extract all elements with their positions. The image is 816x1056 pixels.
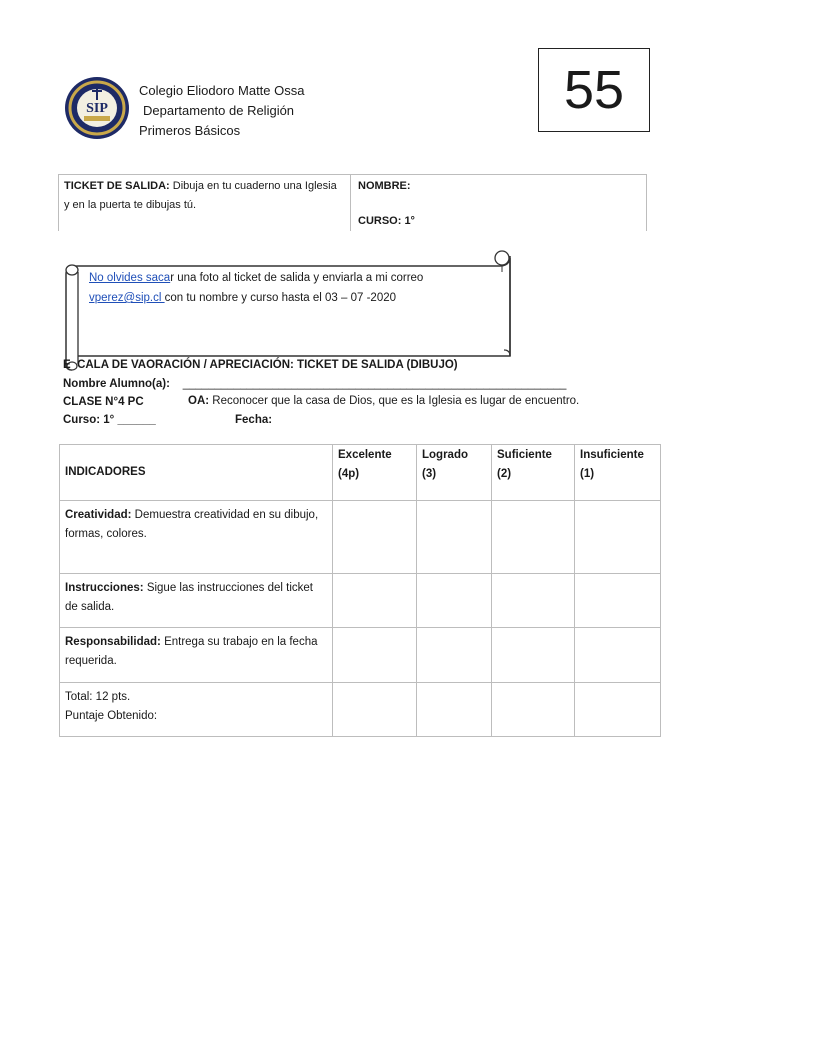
department-name: Departamento de Religión (143, 103, 295, 118)
school-logo (64, 76, 130, 140)
score-cell[interactable] (417, 574, 492, 628)
score-cell[interactable] (492, 628, 575, 683)
score-cell[interactable] (492, 683, 575, 737)
school-name: Colegio Eliodoro Matte Ossa (139, 83, 305, 98)
score-cell[interactable] (492, 574, 575, 628)
score-cell[interactable] (575, 574, 661, 628)
grade-level: Primeros Básicos (139, 123, 241, 138)
total-points: Total: 12 pts. (65, 691, 131, 703)
score-cell[interactable] (575, 683, 661, 737)
scroll-note-shape (62, 246, 516, 374)
level-suficiente: Suficiente (2) (492, 445, 575, 501)
exit-ticket-student-cell (352, 175, 646, 231)
score-cell[interactable] (417, 628, 492, 683)
exit-ticket-instruction-cell (59, 175, 351, 231)
score-cell[interactable] (333, 683, 417, 737)
name-label: NOMBRE: (358, 180, 411, 192)
level-excelente: Excelente (4p) (333, 445, 417, 501)
indicator-instrucciones: Instrucciones: Sigue las instrucciones del ticket de salida. (60, 574, 333, 628)
note-text-2: con tu nombre y curso hasta el 03 – 07 -2020 (164, 292, 397, 304)
total-row (60, 683, 661, 737)
note-text-1: r una foto al ticket de salida y enviarla a mi correo (170, 272, 424, 284)
email-link[interactable]: vperez@sip.cl (89, 292, 165, 304)
level-insuficiente: Insuficiente (1) (575, 445, 661, 501)
class-number: CLASE N°4 PC (63, 396, 144, 408)
table-row (60, 574, 661, 628)
score-cell[interactable] (333, 574, 417, 628)
course-label: CURSO: 1° (358, 215, 415, 227)
table-row (60, 501, 661, 574)
logo-lettering: SIP (86, 101, 108, 116)
score-cell[interactable] (575, 501, 661, 574)
rubric-header-row (60, 445, 661, 501)
scroll-note-text (89, 268, 509, 308)
exit-ticket-label: TICKET DE SALIDA: (64, 180, 170, 192)
learning-objective (188, 392, 579, 410)
table-row (60, 628, 661, 683)
rubric-title-prefix: E (63, 359, 71, 371)
note-link[interactable]: No olvides saca (89, 272, 171, 284)
level-logrado: Logrado (3) (417, 445, 492, 501)
page-number-box (538, 48, 650, 132)
oa-text: Reconocer que la casa de Dios, que es la Iglesia es lugar de encuentro. (212, 395, 580, 407)
score-cell[interactable] (417, 501, 492, 574)
indicator-responsabilidad: Responsabilidad: Entrega su trabajo en la fecha requerida. (60, 628, 333, 683)
score-cell[interactable] (575, 628, 661, 683)
exit-ticket-instruction: Dibuja en tu cuaderno una Iglesia y en la puerta te dibujas tú. (64, 180, 337, 211)
oa-label: OA: (188, 395, 210, 407)
date-field: Fecha: (235, 414, 273, 426)
page-number: 55 (563, 60, 625, 120)
student-name-label: Nombre Alumno(a): (63, 378, 170, 390)
score-cell[interactable] (492, 501, 575, 574)
student-name-blank: ____________________________________________________________ (182, 378, 567, 390)
score-cell[interactable] (417, 683, 492, 737)
student-name-line (63, 375, 566, 393)
rubric-title (63, 356, 458, 374)
score-cell[interactable] (333, 501, 417, 574)
indicators-header: INDICADORES (60, 445, 333, 501)
rubric-table (59, 444, 661, 737)
course-field: Curso: 1° ______ (63, 414, 156, 426)
obtained-points-label: Puntaje Obtenido: (65, 710, 158, 722)
score-cell[interactable] (333, 628, 417, 683)
rubric-title-rest: CALA DE VAORACIÓN / APRECIACIÓN: TICKET DE SALIDA (DIBUJO) (77, 359, 458, 371)
total-cell (60, 683, 333, 737)
exit-ticket-table (58, 174, 647, 231)
indicator-creatividad: Creatividad: Demuestra creatividad en su dibujo, formas, colores. (60, 501, 333, 574)
